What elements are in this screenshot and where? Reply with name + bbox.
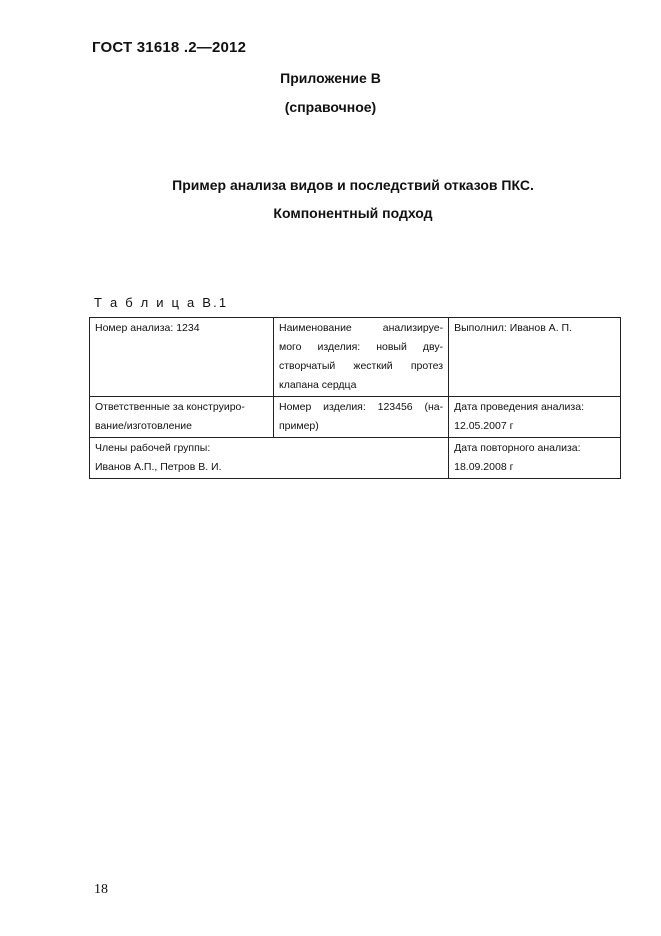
table-cell-product-number [273,397,448,438]
analysis-info-table [89,317,621,479]
cell-text: Иванов А.П., Петров В. И. [95,461,222,473]
cell-text: Наименование анализируе- [278,322,444,334]
cell-text: Номер изделия: 123456 (на- [278,401,444,413]
table-cell-analysis-date [449,397,621,438]
appendix-title: Приложение В [280,70,381,86]
page-number: 18 [94,882,108,897]
appendix-type: (справочное) [284,99,377,115]
table-cell-product-name [273,318,448,397]
table-row [90,438,621,479]
cell-text: 12.05.2007 г [454,420,514,432]
cell-text: створчатый жесткий протез [278,360,444,372]
section-heading-line-2: Компонентный подход [273,205,433,221]
cell-text: клапана сердца [278,379,357,391]
cell-text: Ответственные за конструиро- [95,401,245,413]
cell-text: Члены рабочей группы: [95,442,211,454]
table-caption: Т а б л и ц а В.1 [94,295,229,310]
section-heading-line-1: Пример анализа видов и последствий отказов ПКС. [172,177,534,193]
cell-text: Дата проведения анализа: [454,401,584,413]
cell-text: мого изделия: новый дву- [278,341,444,353]
table-cell-working-group [90,438,449,479]
cell-text: вание/изготовление [95,420,192,432]
cell-text: пример) [278,420,319,432]
table-cell-reanalysis-date [449,438,621,479]
standard-code: ГОСТ 31618 .2—2012 [92,39,247,56]
table-row [90,318,621,397]
cell-text: Номер анализа: 1234 [95,322,200,334]
table-row [90,397,621,438]
table-cell-performed-by [449,318,621,397]
cell-text: Дата повторного анализа: [454,442,581,454]
table-cell-analysis-number [90,318,274,397]
cell-text: Выполнил: Иванов А. П. [454,322,572,334]
cell-text: 18.09.2008 г [454,461,514,473]
table-cell-responsible [90,397,274,438]
